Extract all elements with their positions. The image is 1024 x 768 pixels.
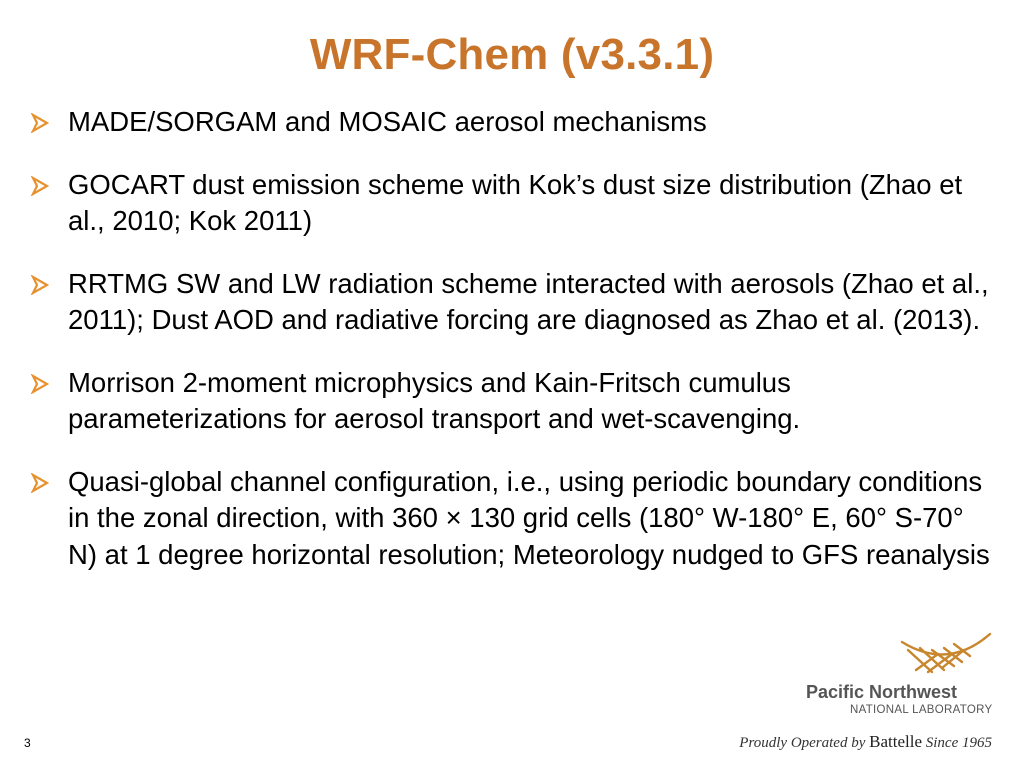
arrow-bullet-icon [30,176,50,196]
arrow-bullet-icon [30,374,50,394]
bullet-item [30,266,1000,339]
arrow-bullet-icon [30,275,50,295]
arrow-bullet-icon [30,113,50,133]
bullet-list [30,104,1000,599]
slide-title: WRF-Chem (v3.3.1) [309,30,715,79]
logo-subtitle: NATIONAL LABORATORY [850,704,993,716]
logo-name: Pacific Northwest [806,682,958,702]
bullet-text: GOCART dust emission scheme with Kok’s dust size distribution (Zhao et al., 2010; Kok 2011) [68,168,963,236]
arrow-bullet-icon [30,473,50,493]
tagline-brand: Battelle [869,732,923,751]
footer-tagline [739,732,992,752]
pnnl-arrow-mark-icon [898,632,994,682]
tagline-prefix: Proudly Operated by [739,735,866,751]
bullet-item [30,464,1000,574]
page-number: 3 [24,736,31,750]
tagline-suffix: Since 1965 [925,735,992,751]
bullet-text: RRTMG SW and LW radiation scheme interacted with aerosols (Zhao et al., 2011); Dust AOD and radiative forcing are diagnosed as Zhao et al. (2013). [68,267,989,335]
bullet-text: Quasi-global channel configuration, i.e., using periodic boundary conditions in the zonal direction, with 360 × 130 grid cells (180° W-180° E, 60° S-70° N) at 1 degree horizontal resolution; Meteorology nudged to GFS reanalysis [68,465,990,570]
bullet-item [30,167,1000,240]
pnnl-logo [806,632,996,720]
bullet-text: Morrison 2-moment microphysics and Kain-Fritsch cumulus parameterizations for aerosol transport and wet-scavenging. [68,366,801,434]
bullet-text: MADE/SORGAM and MOSAIC aerosol mechanisms [68,106,707,137]
bullet-item [30,104,1000,141]
bullet-item [30,365,1000,438]
